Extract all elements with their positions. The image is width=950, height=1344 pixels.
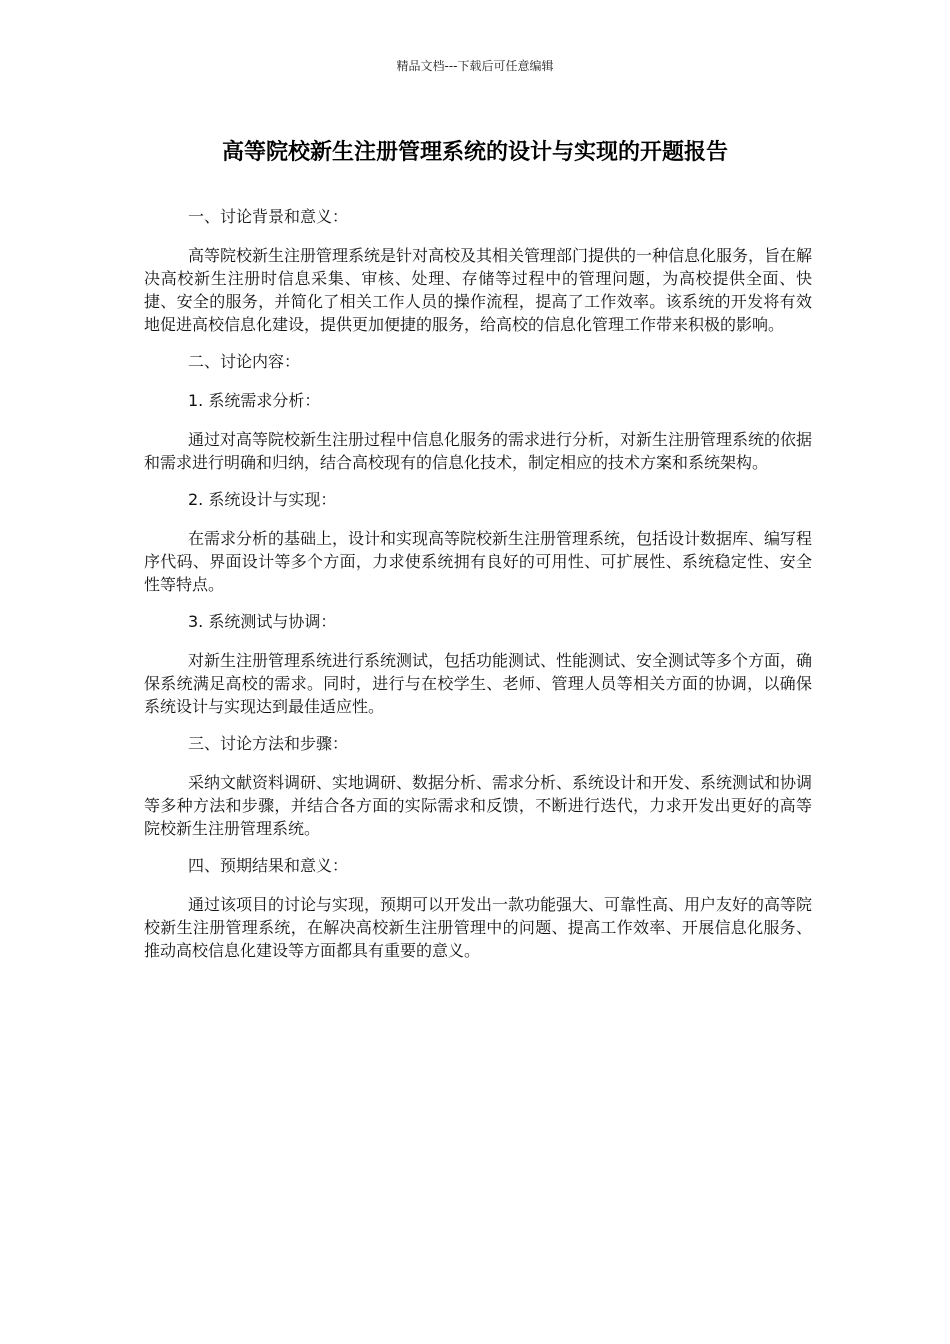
document-title: 高等院校新生注册管理系统的设计与实现的开题报告	[221, 140, 728, 165]
paragraph-methods: 采纳文献资料调研、实地调研、数据分析、需求分析、系统设计和开发、系统测试和协调等多种方法和步骤，并结合各方面的实际需求和反馈，不断进行迭代，力求开发出更好的高等院校新生注册管理系统。	[144, 773, 813, 838]
section-heading-methods: 三、讨论方法和步骤：	[188, 734, 349, 753]
section-heading-background: 一、讨论背景和意义：	[188, 207, 349, 226]
document-body	[144, 205, 812, 976]
subheading-requirements: 1. 系统需求分析：	[188, 391, 321, 410]
subheading-design: 2. 系统设计与实现：	[188, 490, 337, 509]
section-heading-results: 四、预期结果和意义：	[188, 856, 349, 875]
paragraph-requirements: 通过对高等院校新生注册过程中信息化服务的需求进行分析，对新生注册管理系统的依据和需求进行明确和归纳，结合高校现有的信息化技术，制定相应的技术方案和系统架构。	[144, 430, 813, 472]
paragraph-testing: 对新生注册管理系统进行系统测试，包括功能测试、性能测试、安全测试等多个方面，确保系统满足高校的需求。同时，进行与在校学生、老师、管理人员等相关方面的协调，以确保系统设计与实现达到最佳适应性。	[144, 651, 813, 716]
header-note: 精品文档---下载后可任意编辑	[396, 59, 554, 73]
subheading-testing: 3. 系统测试与协调：	[188, 612, 337, 631]
paragraph-background: 高等院校新生注册管理系统是针对高校及其相关管理部门提供的一种信息化服务，旨在解决高校新生注册时信息采集、审核、处理、存储等过程中的管理问题，为高校提供全面、快捷、安全的服务，并简化了相关工作人员的操作流程，提高了工作效率。该系统的开发将有效地促进高校信息化建设，提供更加便捷的服务，给高校的信息化管理工作带来积极的影响。	[144, 246, 813, 334]
paragraph-design: 在需求分析的基础上，设计和实现高等院校新生注册管理系统，包括设计数据库、编写程序代码、界面设计等多个方面，力求使系统拥有良好的可用性、可扩展性、系统稳定性、安全性等特点。	[144, 529, 813, 594]
section-heading-content: 二、讨论内容：	[188, 352, 301, 371]
paragraph-results: 通过该项目的讨论与实现，预期可以开发出一款功能强大、可靠性高、用户友好的高等院校新生注册管理系统，在解决高校新生注册管理中的问题、提高工作效率、开展信息化服务、推动高校信息化建设等方面都具有重要的意义。	[144, 895, 813, 960]
